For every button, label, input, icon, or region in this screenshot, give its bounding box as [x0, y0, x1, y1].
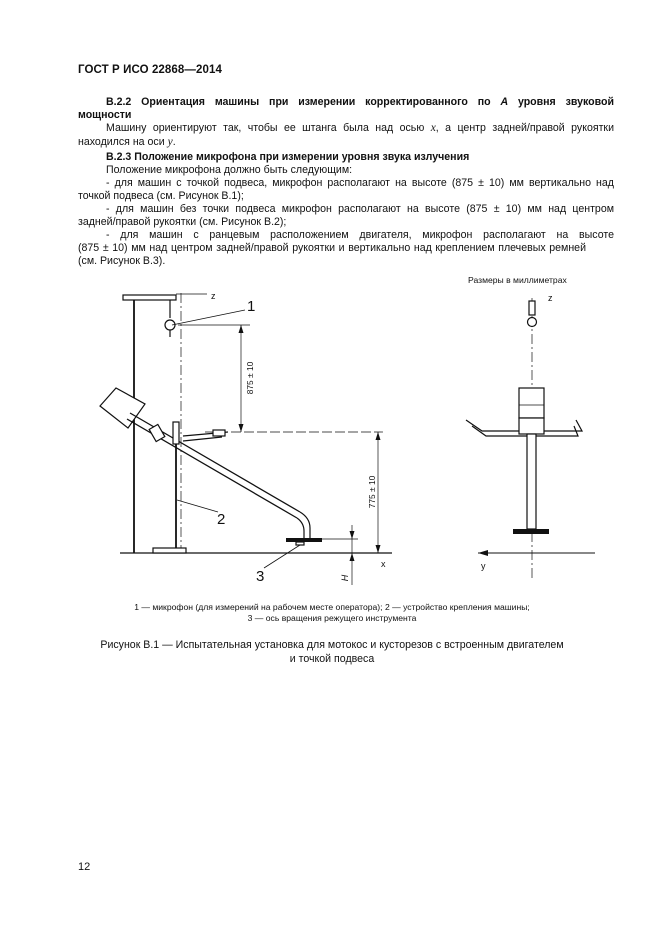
paragraph-b22-line2: находился на оси y.: [78, 136, 176, 148]
list-item-3-line1: - для машин с ранцевым расположением двигателя, микрофон располагают на высоте: [106, 229, 614, 241]
list-item-3-line2: (875 ± 10) мм над центром задней/правой рукоятки и вертикально над креплением плечевых ремней: [78, 242, 586, 254]
standard-header: ГОСТ Р ИСО 22868—2014: [78, 64, 223, 76]
dim-875-arrow-bottom: [239, 424, 244, 432]
shaft-bend-lower: [297, 518, 304, 540]
x-axis-label: x: [381, 559, 386, 569]
paragraph-b22-line1: Машину ориентируют так, чтобы ее штанга была над осью x, а центр задней/правой рукоятки: [106, 122, 614, 134]
front-view: [466, 298, 595, 578]
front-shaft: [527, 434, 536, 529]
front-microphone-icon: [528, 318, 537, 327]
callout-1-leader: [172, 310, 245, 325]
dim-h-arrow-bottom: [350, 553, 355, 561]
handle-bar-lower: [183, 437, 222, 441]
list-item-1-line2: точкой подвеса (см. Рисунок В.1);: [78, 190, 244, 202]
axis-y-symbol: y: [167, 136, 173, 148]
dim-775-arrow-top: [376, 432, 381, 440]
section-b22-heading-cont: мощности: [78, 109, 132, 121]
figure-title-line2: и точкой подвеса: [289, 653, 375, 665]
dim-775-arrow-bottom: [376, 545, 381, 553]
z-axis-label-right: z: [548, 293, 553, 303]
front-cutting-disc: [513, 529, 549, 534]
dim-875-label: 875 ± 10: [245, 361, 255, 395]
side-view: [100, 293, 392, 585]
support-clamp: [173, 422, 179, 444]
y-axis-label: y: [481, 561, 486, 571]
handle-grip: [213, 430, 225, 436]
list-item-3-line3: (см. Рисунок В.3).: [78, 255, 166, 267]
dim-875-arrow-top: [239, 325, 244, 333]
page-number: 12: [78, 861, 91, 873]
y-axis-arrow: [478, 550, 488, 556]
list-item-2-line1: - для машин без точки подвеса микрофон располагают на высоте (875 ± 10) мм над центром: [106, 203, 614, 215]
cutting-hub: [296, 542, 304, 545]
section-b22-heading: В.2.2 Ориентация машины при измерении корректированного по A уровня звуковой: [106, 96, 614, 108]
support-base: [153, 548, 186, 553]
shaft-bend-upper: [300, 512, 310, 540]
dim-h-arrow-top: [350, 531, 355, 539]
dim-775-label: 775 ± 10: [367, 475, 377, 509]
callout-1-label: 1: [247, 298, 256, 315]
paragraph-b23-intro: Положение микрофона должно быть следующим:: [106, 164, 353, 176]
list-item-1-line1: - для машин с точкой подвеса, микрофон располагают на высоте (875 ± 10) мм вертикально над: [106, 177, 614, 189]
axis-x-symbol: x: [430, 122, 436, 134]
units-note: Размеры в миллиметрах: [468, 275, 567, 285]
z-axis-label-left: z: [211, 291, 216, 301]
figure-legend-line1: 1 — микрофон (для измерений на рабочем месте оператора); 2 — устройство крепления машины;: [134, 602, 530, 612]
callout-3-label: 3: [256, 568, 265, 585]
front-microphone-hanger: [529, 301, 535, 315]
stand-top-bar: [123, 295, 176, 300]
callout-3-leader: [264, 545, 300, 568]
figure-legend-line2: 3 — ось вращения режущего инструмента: [247, 613, 417, 623]
callout-2-leader: [177, 500, 218, 512]
list-item-2-line2: задней/правой рукоятки (см. Рисунок В.2);: [78, 216, 287, 228]
front-engine-block: [519, 388, 544, 418]
figure-title-line1: Рисунок В.1 — Испытательная установка для мотокос и кусторезов с встроенным двигателем: [100, 639, 564, 651]
engine-block: [100, 388, 145, 428]
callout-2-label: 2: [217, 511, 226, 528]
front-handle-clamp: [519, 418, 544, 434]
dim-h-label: H: [340, 574, 350, 582]
section-b23-heading: В.2.3 Положение микрофона при измерении уровня звука излучения: [106, 151, 470, 163]
